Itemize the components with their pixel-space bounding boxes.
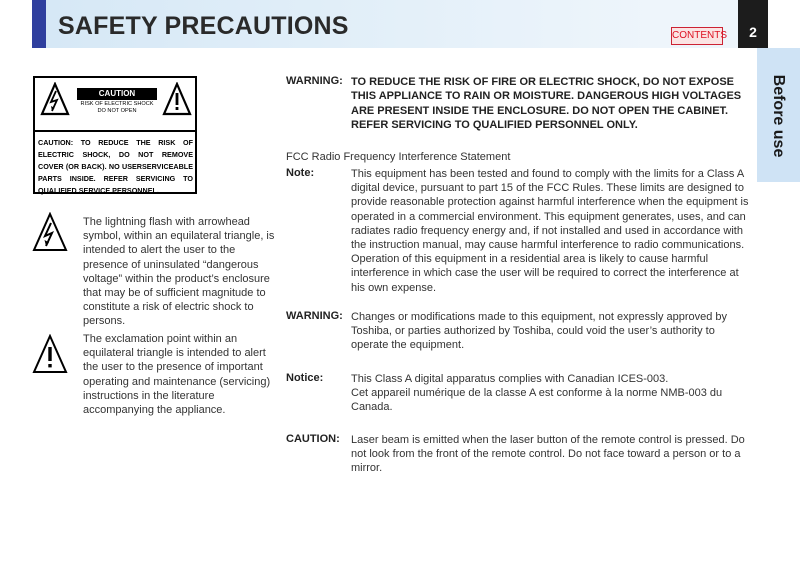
lightning-symbol-description: The lightning flash with arrowhead symbol, within an equilateral triangle, is intended to alert the user to the presence of uninsulated “dangerous voltage” within the product’s enclosure that may be of sufficient magnitude to constitute a risk of electric shock to persons. xyxy=(83,216,275,328)
caution-label-text: CAUTION: TO REDUCE THE RISK OF ELECTRIC SHOCK, DO NOT REMOVE COVER (OR BACK). NO USERSERVICEABLE PARTS INSIDE. REFER SERVICING TO QUALIFIED SERVICE PERSONNEL. xyxy=(38,138,193,195)
page-title: SAFETY PRECAUTIONS xyxy=(58,12,349,40)
lightning-warning-icon xyxy=(40,82,70,116)
notice-label: Notice: xyxy=(286,372,324,384)
notice-line-french: Cet appareil numérique de la classe A est conforme à la norme NMB-003 du Canada. xyxy=(351,387,723,414)
warning-label: WARNING: xyxy=(286,75,343,87)
exclamation-symbol-description: The exclamation point within an equilateral triangle is intended to alert the user to the presence of important operating and maintenance (servicing) instructions in the literature accompanying the appliance. xyxy=(83,333,271,417)
note-label: Note: xyxy=(286,167,315,179)
exclamation-symbol-icon xyxy=(32,334,68,374)
notice-text xyxy=(351,372,749,415)
caution-laser-text: Laser beam is emitted when the laser button of the remote control is pressed. Do not look from the front of the remote control. Do not face toward a person or to a mirror. xyxy=(351,434,745,475)
caution-tag: CAUTION xyxy=(77,88,157,100)
caution-box-divider xyxy=(35,130,195,132)
notice-line-english: This Class A digital apparatus complies with Canadian ICES-003. xyxy=(351,373,669,385)
warning-text: TO REDUCE THE RISK OF FIRE OR ELECTRIC SHOCK, DO NOT EXPOSE THIS APPLIANCE TO RAIN OR MOISTURE. DANGEROUS HIGH VOLTAGES ARE PRESENT INSIDE THE ENCLOSURE. DO NOT OPEN THE CABINET. REFER SERVICING TO QUALIFIED PERSONNEL ONLY. xyxy=(351,76,742,132)
exclamation-warning-icon xyxy=(162,82,192,116)
fcc-note-text: This equipment has been tested and found to comply with the limits for a Class A digital device, pursuant to part 15 of the FCC Rules. These limits are designed to provide reasonable protection against harmful interference when the equipment is operated in a commercial environment. This equipment generates, uses, and can radiates radio frequency energy and, if not installed and used in accordance with the instruction manual, may cause harmful interference to radio communications. Operation of this equipment in a residential area is likely to cause harmful interference in which case the user will be required to correct the interference at his own expense. xyxy=(351,168,749,294)
header-accent-stripe xyxy=(32,0,46,48)
side-tab-label: Before use xyxy=(770,74,787,158)
lightning-symbol-icon xyxy=(32,212,68,252)
warning-modifications-text: Changes or modifications made to this equipment, not expressly approved by Toshiba, or parties authorized by Toshiba, could void the user’s authority to operate the equipment. xyxy=(351,311,728,352)
warning-modifications-label: WARNING: xyxy=(286,310,343,322)
contents-button[interactable]: CONTENTS xyxy=(671,27,723,45)
caution-laser-label: CAUTION: xyxy=(286,433,340,445)
caution-risk-text: RISK OF ELECTRIC SHOCK DO NOT OPEN xyxy=(80,101,154,114)
fcc-statement-title: FCC Radio Frequency Interference Statement xyxy=(286,151,511,163)
page-number: 2 xyxy=(749,24,757,40)
